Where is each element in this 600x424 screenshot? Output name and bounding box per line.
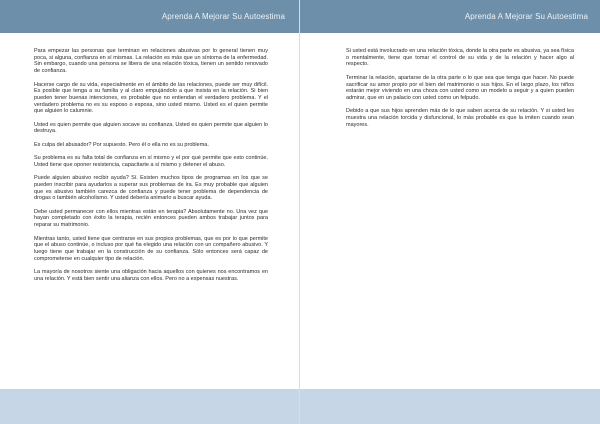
- body-text: [34, 48, 268, 289]
- running-header: Aprenda A Mejorar Su Autoestima: [300, 0, 600, 33]
- paragraph: Debido a que sus hijos aprenden más de lo que saben acerca de su relación. Y si usted les muestra una relación torcida y disfuncional, lo más probable es que la imiten cuando sean mayores.: [346, 108, 574, 128]
- paragraph: La mayoría de nosotros siente una obligación hacia aquellos con quienes nos encontramos en una relación. Y está bien sentir una alianza con ellos. Pero no a expensas nuestras.: [34, 269, 268, 282]
- paragraph: Para empezar las personas que terminan en relaciones abusivas por lo general tienen muy poca, si alguna, confianza en sí mismas. La relación es más que un síntoma de la enfermedad. Sin embargo, cuando una persona se libera de una relación tóxica, tienen un sentido renovado de confianza.: [34, 48, 268, 75]
- footer-band: [0, 389, 299, 424]
- footer-band: [300, 389, 600, 424]
- paragraph: Es culpa del abusador? Por supuesto. Pero él o ella no es su problema.: [34, 141, 209, 148]
- running-header: Aprenda A Mejorar Su Autoestima: [0, 0, 299, 33]
- paragraph: Terminar la relación, apartarse de la otra parte o lo que sea que tenga que hacer. No puede sacrificar su amor propio por el bien del matrimonio o sus hijos. En el largo plazo, los niños estarán mejor viviendo en una choza con usted como un modelo a seguir y a quien pueden admirar, que en un palacio con usted como un felpudo.: [346, 74, 574, 101]
- paragraph: Mientras tanto, usted tiene que centrarse en sus propios problemas, que es por lo que permite que el abuso continúe, o incluso por qué ha elegido una relación con un compañero abusivo. Y luego tiene que trabajar en la construcción de su confianza. Sólo entonces será capaz de comprometerse en cualquier tipo de relación.: [34, 235, 268, 262]
- right-page: [300, 0, 600, 424]
- paragraph: Usted es quien permite que alguien socave su confianza. Usted es quien permite que alguien lo destruya.: [34, 121, 268, 135]
- paragraph: Debe usted permanecer con ellos mientras están en terapia? Absolutamente no. Una vez que hayan completado con éxito la terapia, recién entonces pueden ambos trabajar juntos para reparar su matrimonio.: [34, 208, 268, 229]
- paragraph: Su problema es su falta total de confianza en sí mismo y el por qué permite que esto continúe. Usted tiene que oponer resistencia, capacitarte a sí mismo y detener el abuso.: [34, 155, 268, 168]
- paragraph: Si usted está involucrado en una relación tóxica, donde la otra parte es abusiva, ya sea física o mentalmente, tiene que tomar el control de su vida y de la relación y hacer algo al respecto.: [346, 48, 574, 68]
- body-text: [346, 48, 574, 135]
- paragraph: Puede alguien abusivo recibir ayuda? Sí. Existen muchos tipos de programas en los que se pueden inscribir para ayudarlos a superar sus problemas de ira. Es muy probable que alguien que es abusivo también carezca de confianza y puede tener problema de dependencia de drogas o también alcoholismo. Y usted debería animarlo a buscar ayuda.: [34, 175, 268, 202]
- paragraph: Hacerse cargo de su vida, especialmente en el ámbito de las relaciones, puede ser muy difícil. Es posible que tenga a su familia y al claro empujándolo a que insista en la relación. Si bien pueden tener buenas intenciones, es probable que no entiendan el verdadero problema. Y el verdadero problema no es su esposo o esposa, sino usted mismo. Usted es el quien permite que alguien lo calumnie.: [34, 81, 268, 115]
